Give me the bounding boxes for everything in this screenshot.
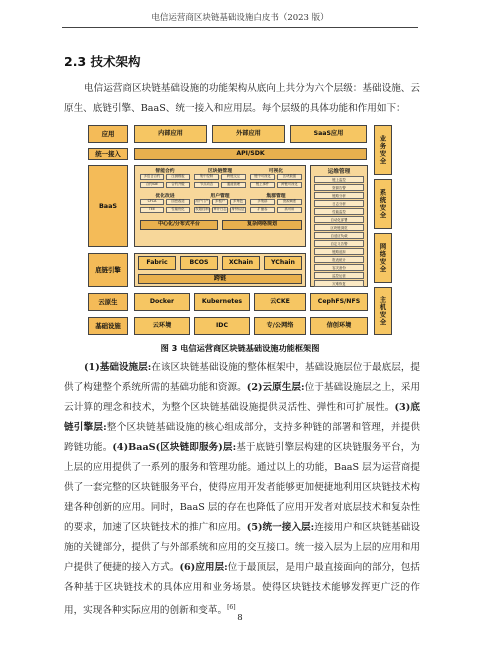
infra-box-idc: IDC xyxy=(194,317,250,335)
mini-box: 节点动态 xyxy=(194,182,219,188)
engine-box-bcos: BCOS xyxy=(180,256,218,270)
ops-item: 区块链浏览 xyxy=(314,224,364,231)
section-text-app: 位于最顶层，是用户最直接面向的部分，包括各种基于区块链技术的具体应用和业务场景。使得区块链技术能够发挥更广泛的作用，实现各种实际应用的创新和变革。 xyxy=(64,562,421,617)
layer-label-engine: 底链引擎 xyxy=(88,253,128,287)
mini-box: 区块数据 xyxy=(277,174,302,180)
section-text-engine: 整个区块链基础设施的核心组成部分，支持多种链的部署和管理，并提供跨链功能。 xyxy=(64,422,420,453)
ops-item-list xyxy=(310,176,368,286)
body-paragraph xyxy=(64,358,420,621)
mini-box: 资源调度 xyxy=(277,199,302,205)
security-label-business: 业务安全 xyxy=(374,125,392,175)
section-text-infra: 在该区块链基础设施的整体框架中，基础设施层位于最底层，提供了构建整个系统所需的基础功能和资源。 xyxy=(64,362,421,393)
mini-box: 链中可视化 xyxy=(250,174,275,180)
ops-item: 灾难恢复 xyxy=(314,280,364,287)
section-label-cloud: (2)云原生层: xyxy=(246,382,305,393)
mini-box: 审计日志 xyxy=(213,207,227,212)
ops-item: 日志分析 xyxy=(314,200,364,207)
mini-box: 身份认证 xyxy=(231,207,245,212)
section-label-app: (6)应用层: xyxy=(179,562,228,573)
ops-item: 资源告警 xyxy=(314,184,364,191)
section-text-access: 连接用户和区块链基础设施的关键部分，提供了与外部系统和应用的交互接口。统一接入层为上层的应用和用户提供了便捷的接入方式。 xyxy=(64,522,421,573)
mini-box: 多租户 xyxy=(212,199,228,205)
infra-box-cloud: 云环境 xyxy=(134,317,190,335)
page-number: 8 xyxy=(237,613,243,623)
ops-item: 链路追踪 xyxy=(314,248,364,255)
section-text-baas: 基于底链引擎层构建的区块链服务平台，为上层的应用提供了一系列的服务和管理功能。通过以上的功能，BaaS 层为运营商提供了一套完整的区块链服务平台，使得应用开发者能够更加便捷地利用区块链技术构建各种创新的应用。同时，BaaS 层的存在也降低了应用开发者对底层技术和复杂性的要求，加速了区块链技术的推广和应用。 xyxy=(64,442,421,533)
security-label-system: 系统安全 xyxy=(374,179,392,229)
section-label-engine: (3)底链引擎层: xyxy=(64,402,420,433)
cloud-box-ceph: CephFS/NFS xyxy=(310,293,368,311)
mini-box: 合约升级 xyxy=(166,182,190,188)
section-label-access: (5)统一接入层: xyxy=(246,522,315,533)
layer-label-app: 应用 xyxy=(88,125,128,143)
group-title-visual: 可视化 xyxy=(268,169,284,174)
group-title-chain-mgmt: 区块链管理 xyxy=(208,169,232,174)
infra-box-network: 专/公网络 xyxy=(254,317,306,335)
mini-box: 集中控制 xyxy=(194,174,219,180)
group-title-contract: 智能合约 xyxy=(155,169,175,174)
ops-item: 自动化部署 xyxy=(314,216,364,223)
ops-item: 自定义告警 xyxy=(314,240,364,247)
ops-item: 监控运营 xyxy=(314,272,364,279)
mini-box: TEE xyxy=(140,207,164,213)
baas-banner-platform: 中心化/分布式平台 xyxy=(140,220,218,230)
app-box-external: 外部应用 xyxy=(212,125,285,143)
mini-box: 跨链可视化 xyxy=(277,182,302,188)
mini-box: 合约IDE xyxy=(140,182,164,188)
cross-chain-bar: 跨链 xyxy=(138,274,302,284)
engine-box-ychain: YChain xyxy=(264,256,302,270)
security-label-host: 主机安全 xyxy=(374,287,392,335)
layer-label-infra: 基础设施 xyxy=(88,317,128,335)
ops-item: 自适应负载 xyxy=(314,232,364,239)
layer-label-access: 统一接入 xyxy=(88,148,128,160)
section-title: 2.3 技术架构 xyxy=(64,54,141,69)
citation-ref: [6] xyxy=(227,604,236,611)
intro-paragraph: 电信运营商区块链基础设施的功能架构从底向上共分为六个层级：基础设施、云原生、底链引擎、BaaS、统一接入和应用层。每个层级的具体功能和作用如下： xyxy=(64,83,420,114)
ops-title: 运维管理 xyxy=(327,169,351,175)
mini-box: 性能优化 xyxy=(166,207,190,213)
app-box-saas: SaaS应用 xyxy=(290,125,367,143)
mini-box: 多集群 xyxy=(250,199,275,205)
group-title-deploy: 集群管理 xyxy=(266,194,286,199)
mini-box: 高可用 xyxy=(277,207,302,213)
running-header: 电信运营商区块链基础设施白皮书（2023 版） xyxy=(62,11,418,28)
mini-box: CFCA xyxy=(140,199,164,205)
layer-label-baas: BaaS xyxy=(88,165,128,247)
cloud-box-docker: Docker xyxy=(134,293,190,311)
baas-banner-network: 复杂网络规划 xyxy=(222,220,302,230)
ops-item: 链路分析 xyxy=(314,192,364,199)
api-sdk-bar: API/SDK xyxy=(134,148,367,160)
mini-box: 压测模板 xyxy=(166,174,190,180)
security-label-network: 网络安全 xyxy=(374,233,392,283)
section-label-infra: (1)基础设施层: xyxy=(84,362,152,373)
mini-box: 链上事件 xyxy=(250,182,275,188)
mini-box: 通道管理 xyxy=(221,182,246,188)
figure-caption: 图 3 电信运营商区块链基础设施功能框架图 xyxy=(160,343,320,353)
mini-box: 扩缩容 xyxy=(250,207,275,213)
group-title-user: 用户管理 xyxy=(210,194,230,199)
infra-box-xinchuang: 信创环境 xyxy=(310,317,368,335)
section-label-baas: (4)BaaS(区块链即服务)层: xyxy=(112,442,237,453)
engine-box-fabric: Fabric xyxy=(138,256,176,270)
mini-box: 权限控制 xyxy=(195,207,209,212)
ops-item: 报表统计 xyxy=(314,256,364,263)
mini-box: 多语言合约 xyxy=(140,174,164,180)
ops-item: 容灾备份 xyxy=(314,264,364,271)
cloud-box-k8s: Kubernetes xyxy=(194,293,250,311)
mini-box: 跨链交互 xyxy=(221,174,246,180)
mini-box: 用户门户 xyxy=(195,199,209,204)
engine-box-xchain: XChain xyxy=(222,256,260,270)
cloud-box-cke: 云CKE xyxy=(254,293,306,311)
ops-item: 链上监控 xyxy=(314,176,364,183)
section-text-cloud: 位于基础设施层之上，采用云计算的理念和技术，为整个区块链基础设施提供灵活性、弹性和可扩展性。 xyxy=(64,382,421,413)
app-box-internal: 内部应用 xyxy=(134,125,207,143)
mini-box: 多角色 xyxy=(230,199,246,205)
group-title-optimize: 优化改进 xyxy=(155,194,175,199)
layer-label-cloud: 云原生 xyxy=(88,293,128,311)
mini-box: 国密改造 xyxy=(166,199,190,205)
architecture-diagram xyxy=(88,125,432,337)
ops-item: 性能监控 xyxy=(314,208,364,215)
